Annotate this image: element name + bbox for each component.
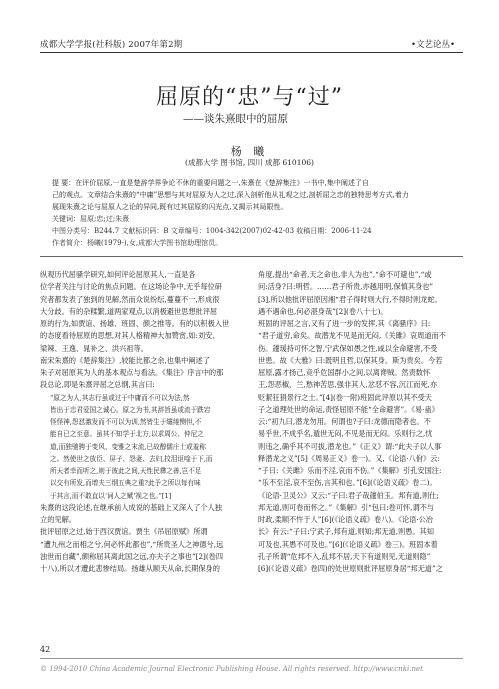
copyright-footer: © 1994-2010 China Academic Journal Electronic Publishing House. All rights reserved. http://www.cnki.net bbox=[40, 665, 423, 673]
footer-rule bbox=[40, 658, 463, 659]
body-line: 王,怨恶椒、兰,愁神苦思,强非其人,忿怼不容,沉江而死,亦 bbox=[258, 380, 438, 390]
body-line: 纵观历代屈骚学研究,如何评论屈原其人,一直是各 bbox=[40, 270, 196, 279]
body-line: 易乎世,不成乎名,遁世无闷,不见是而无闷。乐则行之,忧 bbox=[258, 429, 433, 439]
article-title: 屈原的“忠”与“过” bbox=[156, 85, 343, 110]
abstract-line: 提 要：在评价屈原,一直是楚辞学界争论不休的重要问题之一,朱熹在《楚辞集注》一书中,集中阐述了自 bbox=[52, 179, 369, 187]
body-line: 则违之,确乎其不可拔,潜龙也。”《正义》谓:“此夫子以人事 bbox=[258, 441, 442, 451]
quote-line: 以交有所发,而增夫三纲五典之重?此予之所以每有味 bbox=[50, 479, 201, 488]
body-line: 贬絜狂狷景行之士。”[4](卷一附)班固此评原以其不受天 bbox=[258, 392, 432, 402]
body-line: “乐不至淫,哀不至伤,言其和也。”[6](《论语义疏》卷二)。 bbox=[258, 478, 437, 488]
body-line: 的态度看待屈原的思想,对其人格精神大加赞赏,如:刘安、 bbox=[40, 331, 220, 341]
body-line: 朱熹的这段论述,在继承前人成说的基础上又深入了个人独 bbox=[40, 502, 222, 512]
abstract-line: 己的观点。文章结合朱熹的“中庸”思想与其对屈原为人之过,深入剖析他从礼观之过,剖析屈之忠的独特思考方式,着力 bbox=[52, 191, 409, 199]
quote-line: 能自已之至意。虽其不知学于北方,以求周公、仲尼之 bbox=[50, 430, 204, 439]
quote-line: 之。然使世之放臣、屏子、怨妻、去妇,抆泪讴唫于下,而 bbox=[50, 454, 213, 463]
body-line: 问:活身?曰:明哲。……君子所贵,亦越用明,保慎其身也” bbox=[258, 282, 434, 292]
body-line: 朱子对屈原其为人的基本观点与看法。《集注》序言中的那 bbox=[40, 368, 224, 377]
body-line: 子之道理处世的命运,责怪屈原不能“全命避害”。《易·蛊》 bbox=[258, 404, 439, 414]
body-line: 长》有云:“子曰:宁武子,邦有道,则知;邦无道,则愚。其知 bbox=[258, 527, 434, 537]
body-line: 班固的评屈之言,又有了进一步的发挥,其《离骚序》曰: bbox=[258, 319, 431, 328]
body-line: 位学者关注与讨论的焦点问题。在这场论争中,无乎每位研 bbox=[40, 282, 222, 292]
body-line: 究者都发表了独到的见解,然而众说纷纭,蔓蔓不一,形成很 bbox=[40, 294, 220, 304]
body-line: “子曰:《关雎》乐而不淫,哀而不伤。”《集解》引孔安国注: bbox=[258, 466, 442, 475]
body-line: 云:“初九曰,潜龙勿用。何谓也?子曰:龙德而隐者也。不 bbox=[258, 417, 431, 426]
body-line: 可及也,其愚不可及也。”[6](《论语义疏》卷三)。班固本着 bbox=[258, 539, 438, 549]
body-line: 屈原,露才扬己,竞乎危国群小之间,以离谗贼。然责数怀 bbox=[258, 368, 431, 377]
quote-line: 皆出于忠君爱国之诚心。原之为书,其辞旨虽或流于跌宕 bbox=[50, 405, 211, 414]
body-line: 遇不遇命也,何必湛身哉”[2](卷八十七)。 bbox=[258, 306, 388, 316]
body-line: 段总论,即是朱熹评屈之总纲,其言曰: bbox=[40, 380, 155, 390]
body-column-right bbox=[258, 269, 466, 575]
body-line: “君子道穷,命矣。故潜龙不见是而无闷,《关雎》哀周道而不 bbox=[258, 331, 446, 341]
body-line: 时政,柔顺不忤于人”[6](《论语义疏》卷八)。《论语·公冶 bbox=[258, 515, 433, 524]
author-bio: 作者简介：杨曦(1979-),女,成都大学图书馆助理馆员。 bbox=[52, 239, 223, 247]
body-line: “遭九州之而相之兮,何必怀此都也”,“所贵圣人之神德兮,远 bbox=[40, 539, 224, 549]
body-line: 邦无道,则可卷而怀之。”《集解》引“包曰:卷可怀,谓不与 bbox=[258, 502, 435, 512]
body-line: 孔子所谓“危邦不入,乱邦不居,天下有道则见,无道则隐” bbox=[258, 551, 431, 561]
keywords: 关键词：屈原;忠;过;朱熹 bbox=[52, 215, 130, 223]
body-line: 角度,提出“命者,天之命也,非人为也”,“命不可避也”,“或 bbox=[258, 270, 432, 279]
abstract-rule bbox=[40, 256, 463, 257]
body-line: [6](《论语义疏》卷四)的处世原则批评屈原身居“邦无道”之 bbox=[258, 564, 443, 573]
abstract-block bbox=[52, 177, 454, 249]
body-line: 世患。故《大雅》曰:既明且哲,以保其身。斯为贵矣。今若 bbox=[258, 355, 443, 365]
abstract-line: 展现朱熹之论与屈原人之论的异同,既有过其屈原的闪光点,又揭示其局限性。 bbox=[52, 203, 288, 211]
body-line: 立的见解。 bbox=[40, 515, 76, 524]
body-line: 释潜龙之义”[5]《周易正义》卷一)。又,《论语·八佾》云: bbox=[258, 453, 440, 463]
section-header: •文艺论丛• bbox=[411, 40, 456, 50]
body-line: 批评屈原之过,始于西汉贾谊。贾生《吊屈原赋》所谓 bbox=[40, 527, 208, 537]
body-line: 大分歧。有的杂糅繁,道两家观点,以消极避世思想批评屈 bbox=[40, 306, 218, 316]
quote-line: 怪怪神,怨怼激发而不可以为训,然皆生于缱绻恻怛,不 bbox=[50, 418, 202, 426]
article-subtitle: ——谈朱熹眼中的屈原 bbox=[183, 113, 288, 125]
body-line: [3],所以他批评屈原因湘“君子得时则大行,不得时则龙蛇。 bbox=[258, 294, 442, 304]
body-line: 原的行为,如贾谊、扬雄、班固、颜之推等。有的以积极入世 bbox=[40, 319, 230, 328]
page-number: 42 bbox=[40, 645, 51, 654]
body-line: 十八),所以才遭此悲惨结局。扬雄从顺天从命,长期保身的 bbox=[40, 564, 220, 573]
body-line: 《论语·卫灵公》又云:“子曰:君子哉蘧伯玉。邦有道,则仕; bbox=[258, 490, 439, 500]
author-affiliation: (成都大学 图书馆, 四川 成都 610106) bbox=[185, 158, 314, 167]
quote-line: “原之为人,其志行虽或过于中庸而不可以为法,然 bbox=[50, 393, 190, 402]
quote-line: 于其言,而不敢直以‘词人之赋’视之也。”[1] bbox=[50, 491, 172, 500]
body-column-left bbox=[40, 269, 248, 575]
body-line: 南宋朱熹的《楚辞集注》,较能比都之余,也集中阐述了 bbox=[40, 355, 210, 365]
quote-line: 道,而独驰骋于变风、变雅之末流,已故醇儒庄士或羞称 bbox=[50, 442, 206, 451]
author-name: 杨 曦 bbox=[230, 145, 269, 158]
body-line: 梁辣、王逸、晁补之、洪兴祖等。 bbox=[40, 343, 148, 353]
header-rule bbox=[40, 52, 463, 53]
body-line: 伤。蘧瑗持可怀之智,宁武保如愚之性,咸以全命避害,不受 bbox=[258, 343, 438, 353]
journal-header: 成都大学学报(社科版) 2007年第2期 bbox=[40, 40, 183, 50]
body-line: 浊世而自藏”,颇称屈其离此国之远,亦夫子之事也”[2](卷四 bbox=[40, 551, 224, 561]
classification-info: 中图分类号：B244.7 文献标识码：B 文章编号：1004-342(2007)02-42-03 收稿日期：2006-11-24 bbox=[52, 227, 372, 235]
quote-line: 所天者幸而听之,则于彼此之间,天性民彝之善,岂不足 bbox=[50, 467, 202, 475]
